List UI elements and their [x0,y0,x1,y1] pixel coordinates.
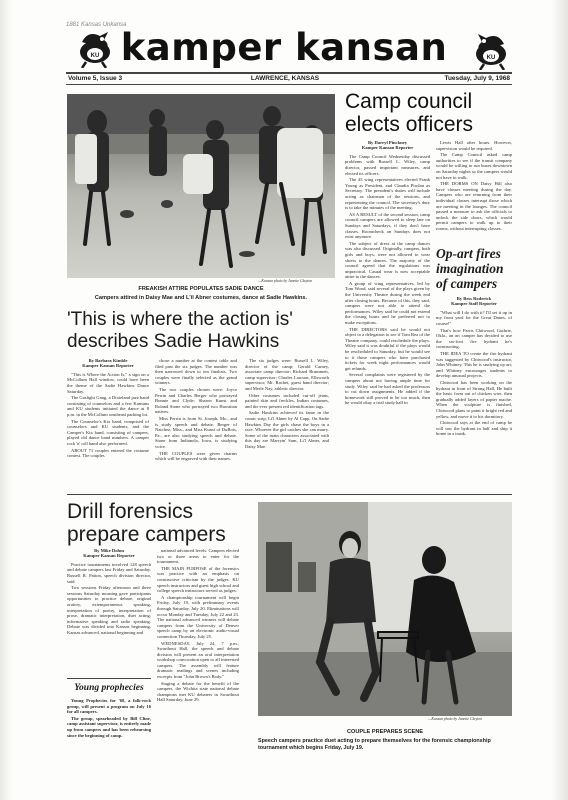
sadie-para: The Counselor's Kix band, comprised of counselors and KU students, and the Camper's Kix band, consisting of campers, played old dance band numbers. A camper rock 'n' roll band also performed. [67,418,149,446]
opart-headline-1: Op-art fires [436,246,501,261]
svg-text:KU: KU [90,53,100,59]
opart-headline-3: of campers [436,276,498,291]
young-rule [67,678,151,679]
masthead-location: LAWRENCE, KANSAS [250,75,320,82]
opart-para: Chitwood has been working on the hydrant in front of Strong Hall. He built the basic form out of chicken wire, then gradually added layers of papier mache. When the sculpture is finished, Chitwood plans to paint it bright red and yellow, and move it to his dormitory. [436,379,512,419]
masthead-rule-bottom [66,84,512,85]
council-headline-1: Camp council [345,90,473,113]
forensics-column-2 [157,548,239,704]
photo1-caption: Campers attired in Daisy Mae and L'il Abner costumes, dance at Sadie Hawkins. [94,295,308,301]
sadie-column-3 [245,358,329,451]
council-para: The Camp Council Wednesday discussed problems with Russell L. Wiley, camp director, passed important measures, and elected its officers. [345,153,430,176]
young-headline: Young prophecies [74,683,144,693]
council-para: The Camp Council asked camp authorities to see if the transit company would be willing to run buses downtown on Saturday nights so the campers would not have to walk. [436,152,512,180]
council-para: AS A RESULT of the second session, camp council campers are allowed to sleep late on Sundays and Saturdays, if they don't have classes. Roomcheck on Sundays does not exist anymore. [345,211,430,240]
young-column [67,698,151,739]
sadie-para: Sadie Hawkins achieved its fame in the comic strip, Li'l Abner by Al Capp. On Sadie Hawkins Day the girls chase the boys in a race. Whoever the girl catches she can marry. Some of the main characters associated with this day are Marryin' Sam, Li'l Abner, and Daisy Mae. [245,410,329,449]
photo1-credit: —Kansan photo by Janette Clayton [258,279,312,283]
sadie-para: Other costumes included cut-off jeans, painted skin and freckles, Indian costumes, and the ever present red identification tags. [245,392,329,409]
opart-para: THE IDEA TO create the fire hydrant was suggested by Chitwood's instructor, John Whitney. This he is studying op art, and Whitney encourages students to develop unusual projects. [436,350,512,379]
sadie-para: The two couples chosen were: Joyce Perrin and Charles Berger who portrayed Bonnie and Clyde; Sharon Kunst and Roland Stone who portrayed two Hawaiian natives. [155,386,237,415]
sadie-dance-photo [67,94,335,278]
sadie-column-1 [67,358,149,460]
young-para: Young Prophecies for '68, a folk-rock group, will present a program on July 16 for all campers. [67,698,151,715]
opart-headline-2: imagination [436,261,504,276]
sadie-para: The Gaslight Gang, a Dixieland jazz band consisting of counselors and a few Kansans and KU students initiated the dance at 8 p.m. in the McCollum southeast parking lot. [67,395,149,417]
forensics-para: Staging a debate for the benefit of the campers, the Wichita state national debate champions met KU debaters in Swarthout Hall Saturday, June 29. [157,680,239,703]
forensics-para: national advanced levels. Campers elected two or three areas to enter for the tournament. [157,548,239,565]
opart-para: "What will I do with it? I'll set it up in my front yard for the Great Danes, of course!" [436,309,512,326]
masthead-rule-top [66,72,512,74]
section-divider [67,494,512,495]
sadie-para: "This is Where the Action Is," a sign on a McCollum Hall window, could have been the theme of the Sadie Hawkins Dance Saturday. [67,371,149,394]
opart-para: Chitwood says at the end of camp he will saw the hydrant in half and ship it home in a trunk. [436,420,512,437]
sadie-headline-2: describes Sadie Hawkins [67,331,280,352]
council-para: THE DORMS ON Daisy Hill also have classes meeting during the day. Campers who are returning from their individual classes interrupt those which are meeting in the lounges. The council passed a measure to ask the officials to unlock the side doors, which would permit campers to walk up to their rooms, without interrupting classes. [436,181,512,231]
council-byline-1: By Darryl Pinckney [367,140,408,145]
council-column-2 [436,140,512,233]
sadie-para: THE COUPLES were given charms which will be engraved with their names. [155,450,237,462]
sadie-para: The six judges were: Russell L. Wiley, director of the camp; Gerald Carney, associate camp director; Richard Brummett, camp supervisor; Charles Lawson, Ellsworth supervisor; Mr. Rachet, guest band director; and Merle Nay, athletic director. [245,358,329,391]
couple-scene-photo [258,502,512,716]
sadie-headline-1: 'This is where the action is' [67,309,293,330]
forensics-column-1 [67,548,151,637]
opart-byline-2: Kamper Staff Reporter [451,301,497,307]
photo1-caption-title: FREAKISH ATTIRE POPULATES SADIE DANCE [138,286,264,292]
sadie-para: chose a number at the contest table and filed past the six judges. The number was then narrowed down to ten finalists. Two couples were finally selected as the grand winners. [155,358,237,386]
forensics-byline-1: By Mike Dohm [94,548,124,553]
council-para: The subject of dress at the camp dances was also discussed. Originally, campers, both girls and boys, were not allowed to wear shorts to the dances. The majority of the council agreed that the regulations was unpractical. Casual wear is now acceptable attire to the dances. [345,240,430,280]
masthead-scribble: 1881 Kansas Unkansa [66,22,127,28]
forensics-para: Two sessions Friday afternoon and three sessions Saturday morning gave participants opportunities to practice debate, original oratory, extemporaneous speaking, interpretation of poetry, interpretation of prose, dramatic interpretation, duet acting, informative speaking and radio speaking. Debate was divided into Kansas beginning, Kansas advanced, national beginning and [67,585,151,635]
dance-crowd-illustration [67,94,335,278]
couple-scene-illustration [258,502,512,716]
forensics-headline-2: prepare campers [67,523,226,546]
forensics-para: A championship tournament will begin Friday, July 19, with preliminary events through Saturday, July 20. Eliminations will occur Monday and Tuesday, July 22 and 23. The national advanced winners will debate campers from the University of Denver speech camp by an electronic audio-visual connection Thursday, July 25. [157,594,239,639]
photo2-caption-title: COUPLE PREPARES SCENE [346,729,424,735]
sadie-byline-2: Kamper Kansan Reporter [82,363,134,369]
council-headline-2: elects officers [345,113,473,136]
masthead-title: kamper kansan [120,26,448,69]
council-para: THE DIRECTORS said he would not object to a delegation to see if Tom Rea of the Theatre company, could reschedule the plays. Wiley said it was doubtful if the plays would be rescheduled to Saturday, but he would see to it those campers who have purchased tickets for week night performances would get refunds. [345,326,430,371]
council-para: A group of wing representatives, led by Tom Wood, said several of the plays given by the University Theatre during the week end after closing hours. Because of this, they said, campers were not able to attend the performances. Wiley said he could not extend the closing hours and he preferred not to make exceptions. [345,280,430,326]
council-column-1 [345,140,430,407]
masthead-volume: Volume 5, Issue 3 [68,75,123,82]
opart-byline-1: By Bess Roderick [456,296,492,301]
opart-column [436,296,512,438]
svg-text:KU: KU [486,55,496,61]
forensics-para: Practice tournaments involved 128 speech and debate campers last Friday and Saturday. Russell R. Patton, speech division director, said. [67,561,151,584]
photo2-caption: Speech campers practice duet acting to prepare themselves for the forensic championship tournament which begins Friday, July 19. [258,738,491,751]
masthead-date: Tuesday, July 9, 1968 [444,75,510,82]
opart-para: That's how Farris Chitwood, Guthrie, Okla., an art camper has decided to use the six-foot fire hydrant he's constructing. [436,327,512,350]
forensics-headline-1: Drill forensics [67,500,194,523]
council-para: Lewis Hall after hours. However, supervision would be required. [436,140,512,151]
photo2-credit: —Kansan photo by Janette Clayton [428,717,482,721]
sadie-para: Miss Perrin is from St. Joseph, Mo., and is study speech and debate. Berger of Natchez, Miss., and Miss Kunst of DuBois, Pa., are also studying speech and debate. Stone from Indianola, Iowa, is studying voice. [155,415,237,449]
forensics-para: WEDNESDAY, July 24, 7 p.m., Swarthout Hall, the speech and debate division will present an oral interpretation workshop convocation open to all interested campers. The assembly will feature dramatic readings and scenes including excerpts from "John Brown's Body." [157,640,239,680]
forensics-byline-2: Kamper Kansan Reporter [83,553,135,559]
council-para: The 45 wing representatives elected Frank Young as President, and Claudia Pirolan as Secretary. The president's duties will include acting as chairman of the sessions, and representing the council. The secretary's duty is to take the minutes of the meeting. [345,177,430,211]
council-byline-2: Kamper Kansan Reporter [361,145,414,151]
council-para: Several complaints were registered by the campers about not having ample time for study. Wiley said he had asked the professors to cut down assignments. He added if the homework still proved to be too much, then he would okay a trial study hall in [345,372,430,406]
sadie-byline-1: By Barbara Kimble [88,358,128,363]
sadie-column-2 [155,358,237,463]
sadie-para: ABOUT 71 couples entered the costume contest. The couples [67,447,149,459]
forensics-para: THE MAIN PURPOSE of the forensics was practice with an emphasis on constructive criticism by the judges. KU speech instructors and guest high school and college speech instructors served as judges. [157,565,239,594]
young-para: The group, spearheaded by Bill Cline, camp assistant supervisor, is entirely made up from campers and has been rehearsing since the beginning of camp. [67,715,151,738]
